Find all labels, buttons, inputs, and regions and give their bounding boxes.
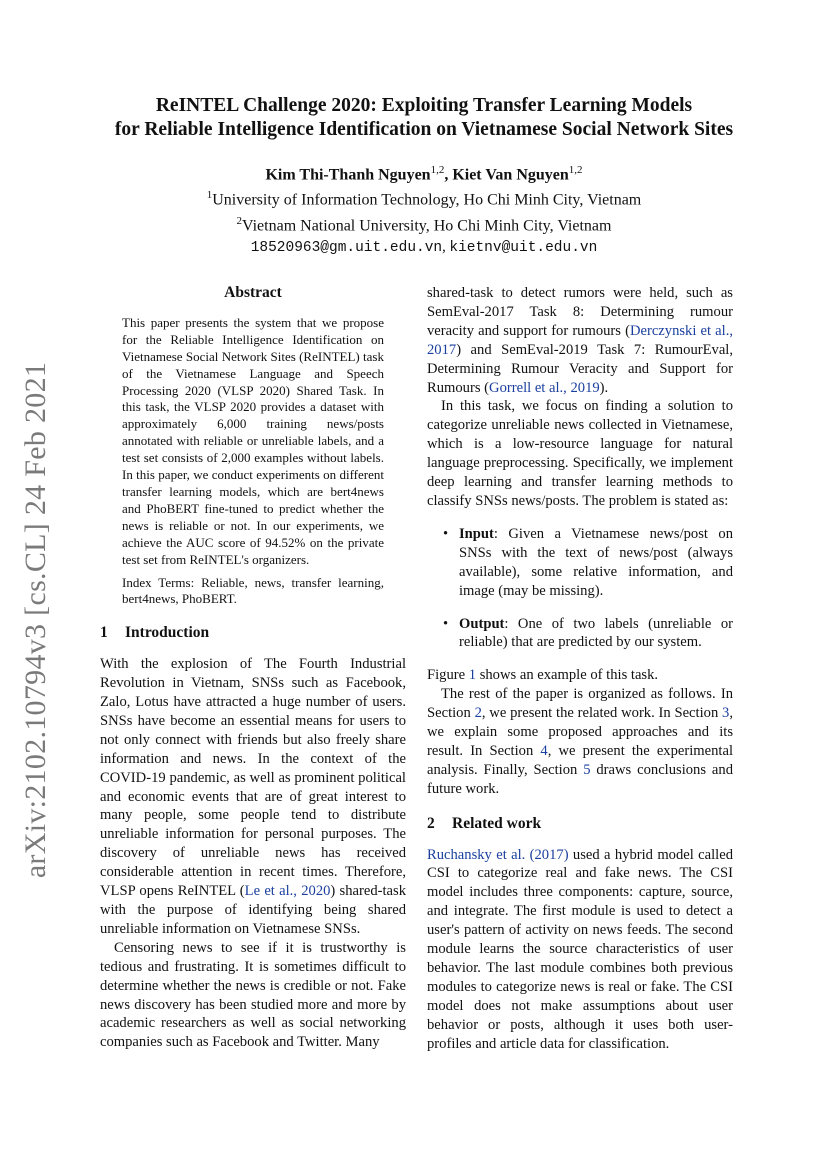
bullet-text: : Given a Vietnamese news/post on SNSs with the text of news/post (always available), some relative information, and image (may be missing). — [459, 525, 733, 599]
text-run: , we explain some proposed approaches and its result. In Section — [427, 705, 733, 759]
bullet-label: Input — [459, 525, 494, 542]
section-number: 1 — [100, 624, 108, 642]
email-separator: , — [442, 238, 450, 255]
list-item — [427, 615, 733, 653]
abstract-heading: Abstract — [224, 284, 282, 301]
text-run: Figure — [427, 667, 469, 684]
author-emails — [80, 237, 768, 258]
affiliation-2-mark: 2 — [236, 214, 243, 227]
title-line-2: for Reliable Intelligence Identification on Vietnamese Social Network Sites — [114, 119, 734, 140]
abstract-text: This paper presents the system that we propose for the Reliable Intelligence Identification on Vietnamese Social Network Sites (ReINTEL) task of the Vietnamese Language and Speech Processing 2020 (VLSP 2020) Shared Task. In this task, the VLSP 2020 provides a dataset with approximately 6,000 training news/posts annotated with reliable or unreliable labels, and a test set consists of 2,000 examples without labels. In this paper, we conduct experiments on different transfer learning models, which are bert4news and PhoBERT fine-tuned to predict whether the news is reliable or not. In our experiments, we achieve the AUC score of 94.52% on the private test set from ReINTEL's organizers. — [122, 314, 384, 567]
section-heading-introduction — [100, 624, 406, 643]
text-run: shows an example of this task. — [476, 667, 659, 684]
text-run: , we present the related work. In Section — [481, 705, 723, 722]
text-run: ) shared-task with the purpose of identifying being shared unreliable information on Vietnamese SNSs. — [100, 883, 407, 937]
citation-link[interactable]: Le et al., 2020 — [244, 883, 331, 900]
list-item — [427, 525, 733, 601]
text-run: used a hybrid model called CSI to categorize real and fake news. The CSI model includes three components: capture, source, and integrate. The first module is used to detect a user's pattern of activity on news feeds. The second module learns the source characteristics of user behavior. The last module combines both previous modules to categorize news is real or fake. The CSI model does not make assumptions about user behavior or posts, although it uses both user-profiles and article data for classification. — [427, 846, 734, 1052]
left-column — [100, 284, 406, 1052]
figure-ref-link[interactable]: 1 — [468, 667, 477, 684]
text-run: shared-task to detect rumors were held, such as SemEval-2017 Task 8: Determining rumour veracity and support for rumours ( — [427, 285, 733, 339]
bullet-text: : One of two labels (unreliable or reliable) that are predicted by our system. — [459, 615, 733, 651]
affiliation-1-mark: 1 — [206, 189, 213, 202]
text-run: The rest of the paper is organized as follows. In Section — [427, 686, 733, 722]
affiliation-1 — [80, 185, 768, 210]
text-run: ). — [599, 379, 609, 396]
affiliation-2 — [80, 211, 768, 236]
right-column — [427, 284, 733, 1054]
intro-paragraph-5 — [427, 666, 733, 685]
intro-paragraph-6 — [427, 685, 733, 798]
paper-header — [80, 94, 768, 258]
citation-link[interactable]: Ruchansky et al. (2017) — [427, 846, 569, 863]
section-ref-link[interactable]: 3 — [722, 705, 730, 722]
text-run: With the explosion of The Fourth Industrial Revolution in Vietnam, SNSs such as Facebook, Zalo, Lotus have attracted a huge number of users. SNSs have become an essential means for users to not only connect with friends but also freely share information and news. In the context of the COVID-19 pandemic, as well as prominent political and economic events that are of great interest to many people, some people tend to distribute unreliable information for personal purposes. The discovery of unreliable news has received considerable attention in recent times. Therefore, VLSP opens ReINTEL ( — [100, 656, 406, 900]
related-paragraph-1 — [427, 846, 733, 1054]
arxiv-sidebar — [14, 360, 58, 880]
author-list: Kim Thi-Thanh Nguyen$^{1,2}$, Kiet Van Nguyen$^{1,2}$ — [265, 164, 583, 184]
title-line-1: ReINTEL Challenge 2020: Exploiting Transfer Learning Models — [155, 95, 693, 116]
author-1: Kim Thi-Thanh Nguyen — [265, 166, 431, 184]
abstract-body — [122, 315, 384, 608]
problem-statement-list — [427, 525, 733, 652]
text-run: , we present the experimental analysis. Finally, Section — [427, 742, 734, 778]
bullet-label: Output — [459, 615, 505, 632]
citation-link[interactable]: Derczynski et al., 2017 — [427, 322, 733, 358]
arxiv-identifier: arXiv:2102.10794v3 [cs.CL] 24 Feb 2021 — [19, 361, 53, 879]
section-ref-link[interactable]: 4 — [540, 742, 548, 759]
author-1-affiliation: 1,2 — [430, 164, 445, 176]
section-title: Introduction — [125, 624, 210, 642]
intro-paragraph-3 — [427, 284, 733, 397]
author-2: Kiet Van Nguyen — [452, 166, 569, 184]
intro-paragraph-2: Censoring news to see if it is trustworthy is tedious and frustrating. It is sometimes difficult to determine whether the news is credible or not. Fake news discovery has been studied more and more by academic researchers as well as social networking companies such as Facebook and Twitter. Many — [100, 939, 406, 1051]
section-number: 2 — [427, 814, 435, 832]
section-ref-link[interactable]: 2 — [474, 705, 482, 722]
index-terms: Index Terms: Reliable, news, transfer learning, bert4news, PhoBERT. — [122, 574, 384, 607]
section-ref-link[interactable]: 5 — [583, 761, 591, 778]
section-heading-related-work — [427, 815, 733, 834]
email-1[interactable]: 18520963@gm.uit.edu.vn — [250, 239, 443, 256]
affiliation-1-text: University of Information Technology, Ho Chi Minh City, Vietnam — [212, 191, 642, 209]
text-run: draws conclusions and future work. — [427, 761, 734, 797]
email-2[interactable]: kietnv@uit.edu.vn — [449, 239, 598, 256]
paper-title — [80, 94, 768, 142]
intro-paragraph-1 — [100, 655, 406, 939]
affiliation-2-text: Vietnam National University, Ho Chi Minh City, Vietnam — [242, 216, 612, 234]
section-title: Related work — [452, 814, 542, 832]
text-run: ) and SemEval-2019 Task 7: RumourEval, Determining Rumour Veracity and Support for Rumours ( — [427, 341, 733, 396]
intro-paragraph-4: In this task, we focus on finding a solution to categorize unreliable news collected in Vietnamese, which is a low-resource language for natural language preprocessing. Specifically, we implement deep learning and transfer learning methods to classify SNSs news/posts. The problem is stated as: — [427, 398, 733, 509]
citation-link[interactable]: Gorrell et al., 2019 — [489, 379, 600, 396]
author-2-affiliation: 1,2 — [568, 164, 583, 176]
